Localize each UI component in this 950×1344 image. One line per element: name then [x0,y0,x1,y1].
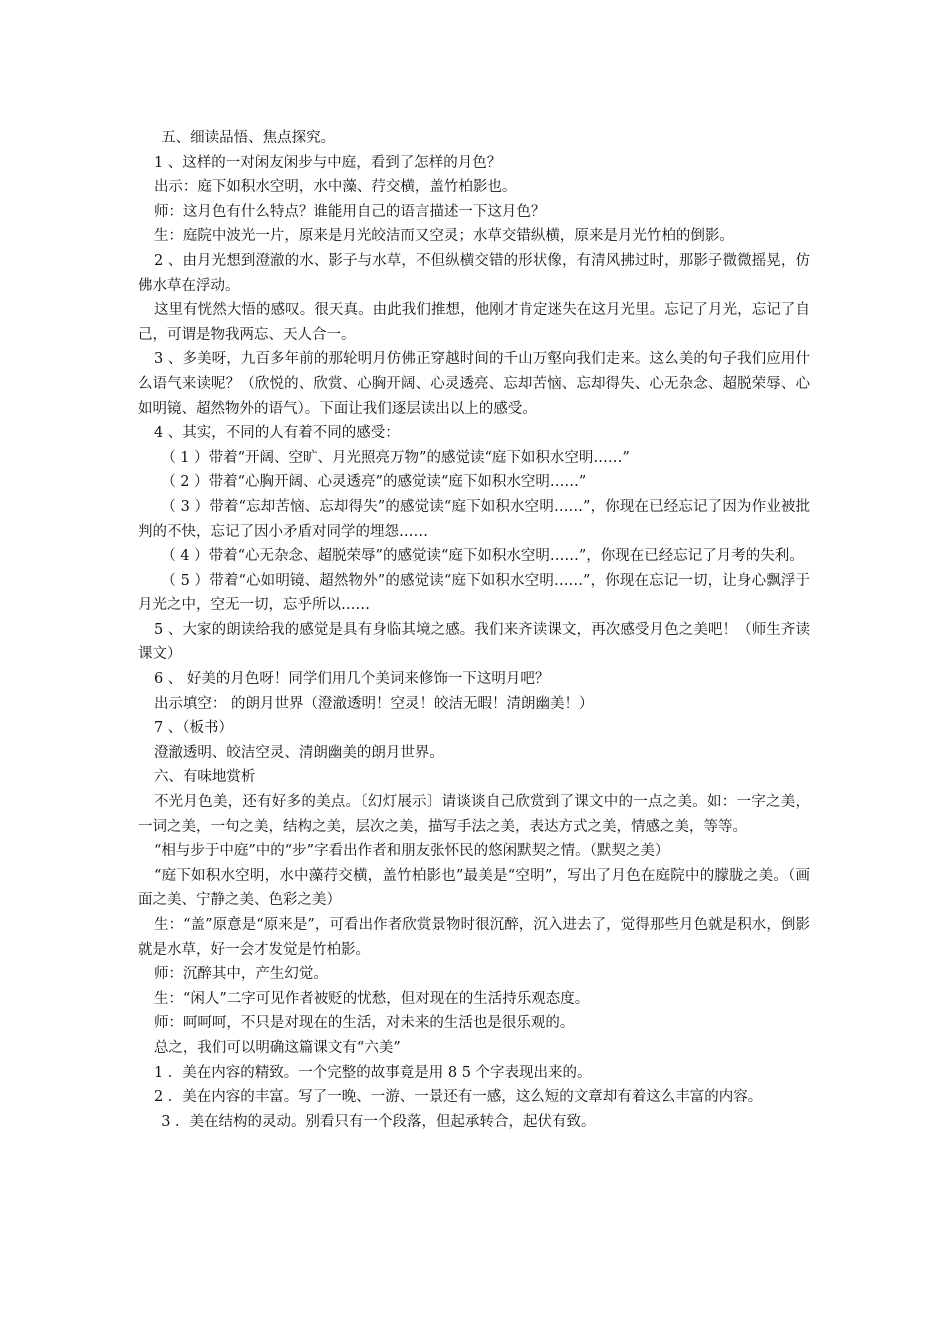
paragraph: 五、细读品悟、焦点探究。 [161,130,336,146]
paragraph: 师：呵呵呵，不只是对现在的生活，对未来的生活也是很乐观的。 [153,1015,575,1032]
paragraph: 澄澈透明、皎洁空灵、清朗幽美的朗月世界。 [153,744,444,761]
paragraph: 六、有味地赏析 [153,769,256,786]
paragraph: 这里有恍然大悟的感叹。很天真。由此我们推想，他刚才肯定迷失在这月光里。忘记了月光，忘记了自己，可谓是物我两忘、天人合一。 [138,302,810,343]
paragraph: 不光月色美，还有好多的美点。〔幻灯展示〕请谈谈自己欣赏到了课文中的一点之美。如：一字之美，一词之美，一句之美，结构之美，层次之美，描写手法之美，表达方式之美，情感之美，等等。 [138,794,810,835]
paragraph: 6 、 好美的月色呀！同学们用几个美词来修饰一下这明月吧？ [153,671,550,688]
paragraph: 1 、这样的一对闲友闲步与中庭，看到了怎样的月色？ [153,154,502,171]
paragraph: 师：沉醉其中，产生幻觉。 [153,966,328,983]
paragraph: （ 3 ）带着“忘却苦恼、忘却得失”的感觉读“庭下如积水空明……”，你现在已经忘记了因为作业被批判的不快，忘记了因小矛盾对同学的埋怨…… [138,498,810,540]
paragraph: 2 ．美在内容的丰富。写了一晚、一游、一景还有一感，这么短的文章却有着这么丰富的内容。 [153,1089,763,1106]
paragraph: 生：庭院中波光一片，原来是月光皎洁而又空灵；水草交错纵横，原来是月光竹柏的倒影。 [153,228,734,245]
paragraph: （ 4 ）带着“心无杂念、超脱荣辱”的感觉读“庭下如积水空明……”，你现在已经忘记了月考的失利。 [161,548,804,565]
paragraph: 出示填空： 的朗月世界（澄澈透明！空灵！皎洁无暇！清朗幽美！） [153,695,594,712]
paragraph: “庭下如积水空明，水中藻荇交横，盖竹柏影也”最美是“空明”，写出了月色在庭院中的朦胧之美。（画面之美、宁静之美、色彩之美） [138,867,810,909]
paragraph: 总之，我们可以明确这篇课文有“六美” [153,1039,401,1056]
paragraph: 2 、由月光想到澄澈的水、影子与水草，不但纵横交错的形状像，有清风拂过时，那影子微微摇晃，仿佛水草在浮动。 [138,252,810,294]
paragraph: “相与步于中庭”中的“步”字看出作者和朋友张怀民的悠闲默契之情。（默契之美） [153,843,670,860]
paragraph: 1 ．美在内容的精致。一个完整的故事竟是用 8 5 个字表现出来的。 [153,1064,592,1081]
paragraph: （ 2 ）带着“心胸开阔、心灵透亮”的感觉读“庭下如积水空明……” [161,474,587,491]
paragraph: 生：“闲人”二字可见作者被贬的忧愁，但对现在的生活持乐观态度。 [153,990,590,1007]
paragraph: 3 、多美呀，九百多年前的那轮明月仿佛正穿越时间的千山万壑向我们走来。这么美的句子我们应用什么语气来读呢？（欣悦的、欣赏、心胸开阔、心灵透亮、忘却苦恼、忘却得失、心无杂念、超脱荣辱、心如明镜、超然物外的语气）。下面让我们逐层读出以上的感受。 [138,351,810,417]
document-body [138,126,810,1134]
paragraph: 出示：庭下如积水空明，水中藻、荇交横，盖竹柏影也。 [153,179,517,196]
paragraph: 5 、大家的朗读给我的感觉是具有身临其境之感。我们来齐读课文，再次感受月色之美吧！（师生齐读课文） [138,621,810,663]
paragraph: （ 1 ）带着“开阔、空旷、月光照亮万物”的感觉读“庭下如积水空明……” [161,449,630,466]
paragraph: 7 、（板书） [153,720,234,737]
paragraph: 师：这月色有什么特点？谁能用自己的语言描述一下这月色？ [153,203,546,220]
paragraph: 生：“盖”原意是“原来是”，可看出作者欣赏景物时很沉醉，沉入进去了，觉得那些月色就是积水，倒影就是水草，好一会才发觉是竹柏影。 [138,917,810,958]
paragraph: 4 、其实，不同的人有着不同的感受： [153,425,400,442]
paragraph: 3 ．美在结构的灵动。别看只有一个段落，但起承转合，起伏有致。 [161,1113,596,1130]
paragraph: （ 5 ）带着“心如明镜、超然物外”的感觉读“庭下如积水空明……”，你现在忘记一切，让身心飘浮于月光之中，空无一切，忘乎所以…… [138,572,810,614]
